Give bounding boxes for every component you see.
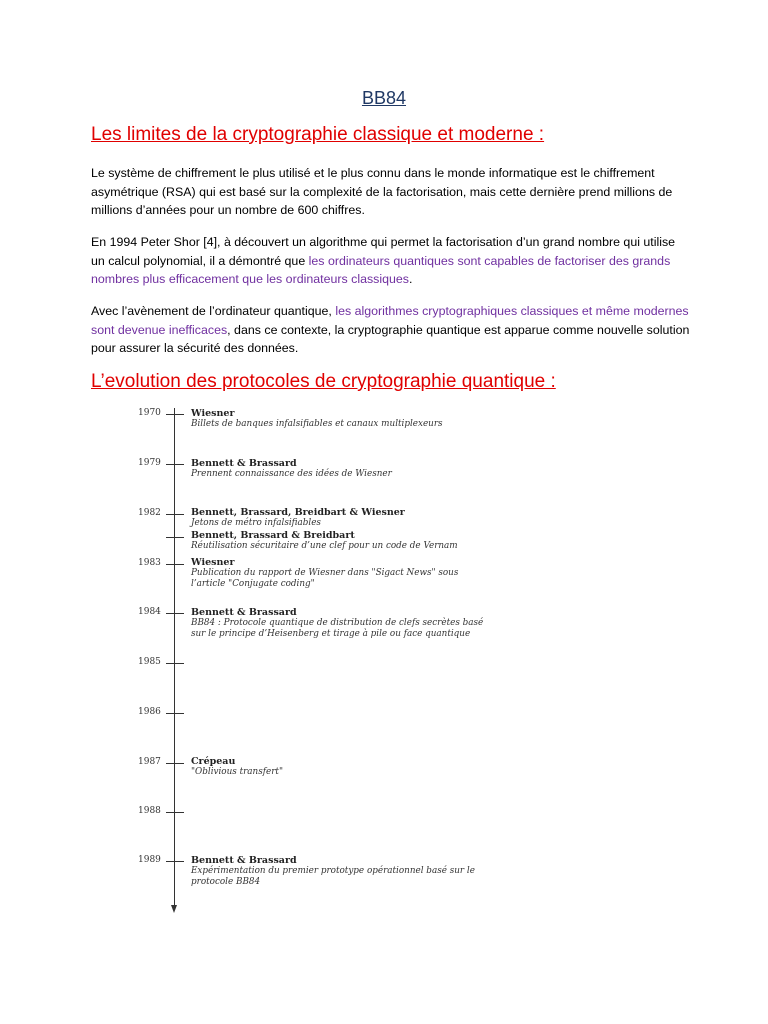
timeline-year: 1987 xyxy=(138,757,161,767)
timeline-year: 1970 xyxy=(138,408,161,418)
event-description: Prennent connaissance des idées de Wiesner xyxy=(191,469,392,479)
timeline-year: 1988 xyxy=(138,806,161,816)
event-name: Bennett, Brassard & Breidbart xyxy=(191,530,355,541)
timeline-tick xyxy=(166,713,184,714)
timeline-tick xyxy=(166,564,184,565)
section-heading-limits: Les limites de la cryptographie classique et moderne : xyxy=(91,124,545,145)
timeline-year: 1985 xyxy=(138,657,161,667)
event-name: Bennett & Brassard xyxy=(191,607,297,618)
event-name: Bennett & Brassard xyxy=(191,855,297,866)
event-description: Jetons de métro infalsifiables xyxy=(191,518,321,528)
timeline-year: 1989 xyxy=(138,855,161,865)
timeline-tick xyxy=(166,861,184,862)
paragraph-quantum-text: Avec l’avènement de l’ordinateur quantique, xyxy=(91,304,336,318)
event-description: Expérimentation du premier prototype opérationnel basé sur le protocole BB84 xyxy=(191,866,475,887)
event-description: "Oblivious transfert" xyxy=(191,767,283,777)
timeline-tick xyxy=(166,763,184,764)
timeline-year: 1979 xyxy=(138,458,161,468)
timeline-arrow xyxy=(171,905,177,913)
timeline-tick xyxy=(166,464,184,465)
event-name: Bennett & Brassard xyxy=(191,458,297,469)
paragraph-quantum-highlight: les algorithmes cryptographiques classiques et même modernes sont devenue inefficaces xyxy=(91,304,689,337)
timeline-tick xyxy=(166,812,184,813)
paragraph-rsa: Le système de chiffrement le plus utilisé et le plus connu dans le monde informatique est le chiffrement asymétrique (RSA) qui est basé sur la complexité de la factorisation, mais cette dernière prend millions de millions d’années pour un nombre de 600 chiffres. xyxy=(91,166,673,217)
document-title: BB84 xyxy=(361,88,407,108)
timeline-year: 1984 xyxy=(138,607,161,617)
timeline-tick xyxy=(166,663,184,664)
timeline-tick xyxy=(166,414,184,415)
event-description: BB84 : Protocole quantique de distribution de clefs secrètes basé sur le principe d’Heisenberg et tirage à pile ou face quantique xyxy=(191,618,484,639)
paragraph-shor-end: . xyxy=(408,272,413,286)
timeline-year: 1983 xyxy=(138,558,161,568)
event-name: Bennett, Brassard, Breidbart & Wiesner xyxy=(191,507,405,518)
paragraph-shor-text: En 1994 Peter Shor [4], à découvert un algorithme qui permet la factorisation d’un grand nombre qui utilise un calcul polynomial, il a démontré que xyxy=(91,235,676,268)
timeline-tick xyxy=(166,613,184,614)
timeline-year: 1986 xyxy=(138,707,161,717)
event-name: Crépeau xyxy=(191,756,236,767)
timeline-year: 1982 xyxy=(138,508,161,518)
paragraph-shor-highlight: les ordinateurs quantiques sont capables de factoriser des grands nombres plus efficacement que les ordinateurs classiques xyxy=(91,253,671,286)
timeline-tick xyxy=(166,537,184,538)
event-name: Wiesner xyxy=(191,408,235,419)
section-heading-evolution: L’evolution des protocoles de cryptographie quantique : xyxy=(91,371,556,392)
timeline-tick xyxy=(166,514,184,515)
event-description: Réutilisation sécuritaire d’une clef pour un code de Vernam xyxy=(191,541,458,551)
paragraph-quantum-end: , dans ce contexte, la cryptographie quantique est apparue comme nouvelle solution pour assurer la sécurité des données. xyxy=(91,322,690,355)
event-description: Publication du rapport de Wiesner dans "Sigact News" sous l’article "Conjugate coding" xyxy=(191,568,459,589)
timeline-axis xyxy=(174,408,175,908)
event-description: Billets de banques infalsifiables et canaux multiplexeurs xyxy=(191,419,443,429)
event-name: Wiesner xyxy=(191,557,235,568)
